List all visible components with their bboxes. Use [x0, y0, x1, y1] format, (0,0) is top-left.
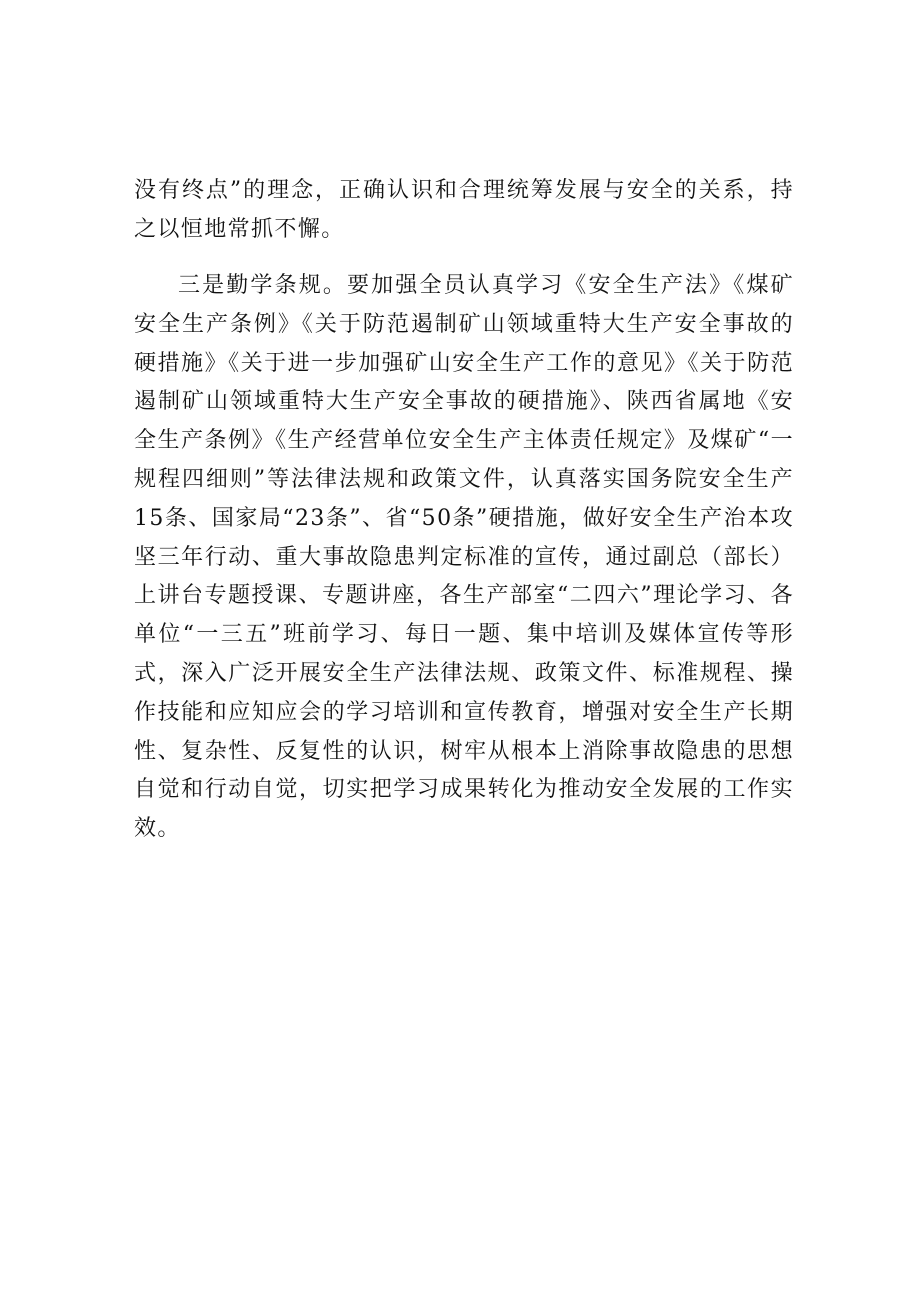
paragraph-text: 没有终点”的理念，正确认识和合理统筹发展与安全的关系，持之以恒地常抓不懈。: [134, 178, 794, 242]
paragraph-study-regulations: [134, 267, 794, 849]
paragraph-continued: [134, 172, 794, 250]
paragraph-text: 三是勤学条规。要加强全员认真学习《安全生产法》《煤矿安全生产条例》《关于防范遏制矿山领域重特大生产安全事故的硬措施》《关于进一步加强矿山安全生产工作的意见》《关于防范遏制矿山领域重特大生产安全事故的硬措施》、陕西省属地《安全生产条例》《生产经营单位安全生产主体责任规定》及煤矿“一规程四细则”等法律法规和政策文件，认真落实国务院安全生产15条、国家局“23条”、省“50条”硬措施，做好安全生产治本攻坚三年行动、重大事故隐患判定标准的宣传，通过副总（部长）上讲台专题授课、专题讲座，各生产部室“二四六”理论学习、各单位“一三五”班前学习、每日一题、集中培训及媒体宣传等形式，深入广泛开展安全生产法律法规、政策文件、标准规程、操作技能和应知应会的学习培训和宣传教育，增强对安全生产长期性、复杂性、反复性的认识，树牢从根本上消除事故隐患的思想自觉和行动自觉，切实把学习成果转化为推动安全发展的工作实效。: [134, 273, 794, 842]
